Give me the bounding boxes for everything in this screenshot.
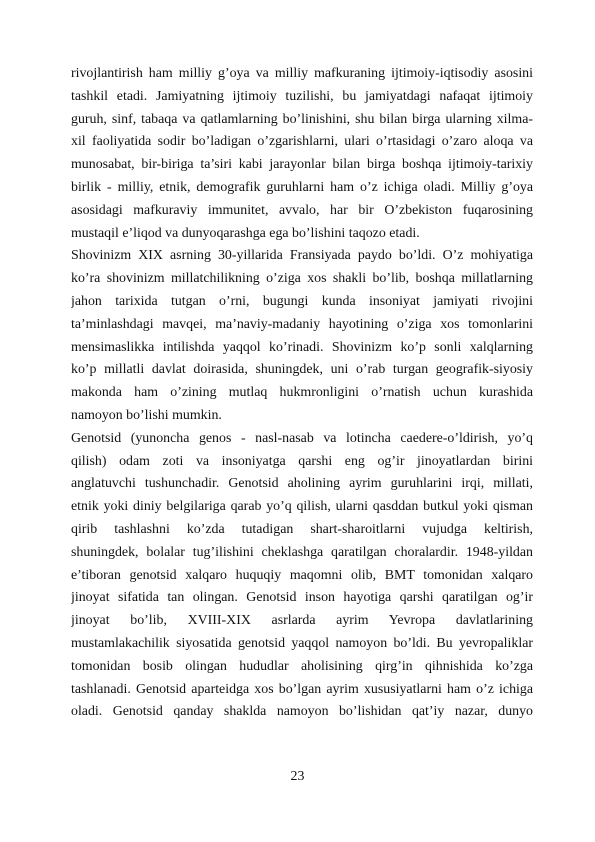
text-line: oladi. Genotsid qanday shaklda namoyon bo’lishidan qat’iy nazar, dunyo: [71, 704, 533, 720]
text-line: xil faoliyatida sodir bo’ladigan o’zgarishlarni, ulari o’rtasidagi o’zaro aloqa va: [71, 134, 533, 150]
text-line: ko’ra shovinizm millatchilikning o’ziga xos shakli bo’lib, boshqa millatlarning: [71, 271, 533, 287]
body-text: [71, 63, 533, 724]
text-line: jinoyat bo’lib, XVIII-XIX asrlarda ayrim Yevropa davlatlarining: [71, 613, 533, 629]
text-line: Shovinizm XIX asrning 30-yillarida Fransiyada paydo bo’ldi. O’z mohiyatiga: [71, 248, 533, 264]
text-line: birlik - milliy, etnik, demografik guruhlarni ham o’z ichiga oladi. Milliy g’oya: [71, 179, 533, 195]
text-line: jinoyat sifatida tan olingan. Genotsid inson hayotiga qarshi qaratilgan og’ir: [71, 590, 533, 606]
text-line: qirib tashlashni ko’zda tutadigan shart-sharoitlarni vujudga keltirish,: [71, 521, 533, 537]
text-line: makonda ham o’zining mutlaq hukmronligini o’rnatish uchun kurashida: [71, 385, 533, 401]
text-line: ko’p millatli davlat doirasida, shuningdek, uni o’rab turgan geografik-siyosiy: [71, 362, 533, 378]
page-number: 23: [290, 769, 305, 784]
text-line: asosidagi mafkuraviy immunitet, avvalo, har bir O’zbekiston fuqarosining: [71, 202, 533, 218]
paragraph-last-line: namoyon bo’lishi mumkin.: [71, 407, 222, 423]
text-line: ta’minlashdagi mavqei, ma’naviy-madaniy hayotining o’ziga xos tomonlarini: [71, 316, 533, 332]
text-line: Genotsid (yunoncha genos - nasl-nasab va lotincha caedere-o’ldirish, yo’q: [71, 430, 533, 446]
text-line: rivojlantirish ham milliy g’oya va milliy mafkuraning ijtimoiy-iqtisodiy asosini: [71, 66, 533, 81]
text-line: e’tiboran genotsid xalqaro huquqiy maqomni olib, BMT tomonidan xalqaro: [71, 567, 533, 583]
text-line: qilish) odam zoti va insoniyatga qarshi eng og’ir jinoyatlardan birini: [71, 453, 533, 469]
text-line: jahon tarixida tutgan o’rni, bugungi kunda insoniyat jamiyati rivojini: [71, 293, 533, 309]
text-line: guruh, sinf, tabaqa va qatlamlarning bo’linishini, shu bilan birga ularning xilma-: [71, 111, 533, 127]
text-line: anglatuvchi tushunchadir. Genotsid aholining ayrim guruhlarini irqi, millati,: [71, 476, 533, 492]
paragraph-last-line: mustaqil e’liqod va dunyoqarashga ega bo’lishini taqozo etadi.: [71, 225, 420, 241]
text-line: munosabat, bir-biriga ta’siri kabi jarayonlar bilan birga boshqa ijtimoiy-tarixiy: [71, 157, 533, 173]
text-line: tomonidan bosib olingan hududlar aholisining qirg’in qihnishida ko’zga: [71, 658, 533, 674]
text-line: shuningdek, bolalar tug’ilishini cheklashga qaratilgan choralardir. 1948-yildan: [71, 544, 533, 560]
text-line: mustamlakachilik siyosatida genotsid yaqqol namoyon bo’ldi. Bu yevropaliklar: [71, 635, 533, 651]
text-line: mensimaslikka intilishda yaqqol ko’rinadi. Shovinizm ko’p sonli xalqlarning: [71, 339, 533, 355]
text-line: tashlanadi. Genotsid aparteidga xos bo’lgan ayrim xususiyatlarni ham o’z ichiga: [71, 681, 533, 697]
text-line: etnik yoki diniy belgilariga qarab yo’q qilish, ularni qasddan butkul yoki qisman: [71, 499, 533, 515]
text-line: tashkil etadi. Jamiyatning ijtimoiy tuzilishi, bu jamiyatdagi nafaqat ijtimoiy: [71, 88, 533, 104]
